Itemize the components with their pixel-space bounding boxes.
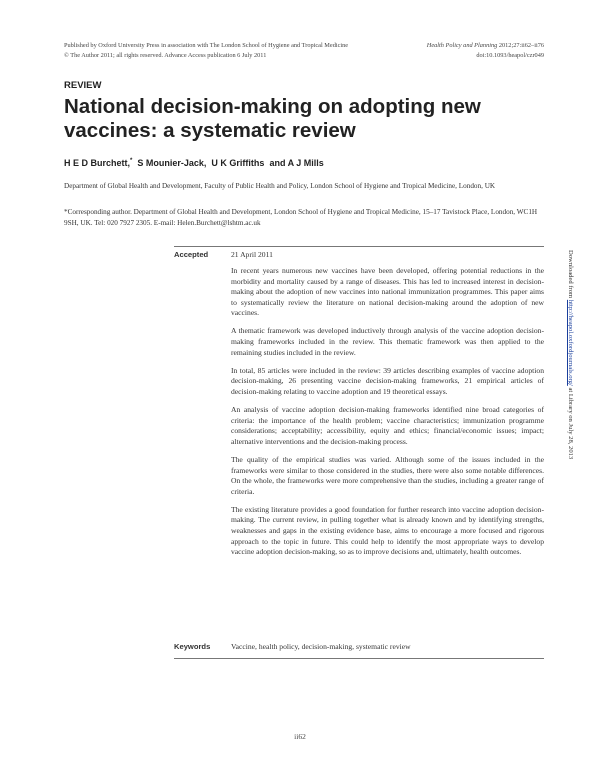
accepted-label: Accepted <box>174 250 209 259</box>
bottom-divider <box>174 658 544 659</box>
journal-name: Health Policy and Planning <box>426 42 498 49</box>
corresponding-author: *Corresponding author. Department of Global Health and Development, London School of Hygiene and Tropical Medicine, 15–17 Tavistock Place, London, WC1H 9SH, UK. Tel: 020 7927 2305. E-mail: Helen.Burchett@lshtm.ac.uk <box>64 208 538 227</box>
download-link[interactable]: http://heapol.oxfordjournals.org/ <box>567 299 574 386</box>
page-number: ii62 <box>294 732 306 741</box>
abstract-paragraph: In total, 85 articles were included in the review: 39 articles describing examples of vaccine adoption decision-making, 26 presenting vaccine decision-making frameworks, 21 empirical articles of decision-making relating to vaccine adoption and 19 theoretical essays. <box>231 365 544 396</box>
publication-info <box>64 41 424 61</box>
author-name: U K Griffiths <box>211 158 265 168</box>
abstract-paragraph: In recent years numerous new vaccines have been developed, offering potential reductions in the morbidity and mortality caused by a range of diseases. This has led to increased interest in decision-making about the adoption of new vaccines into national immunization programmes. This paper aims to systematically review the literature on national decision-making around the adoption of new vaccines. <box>231 266 544 318</box>
download-prefix: Downloaded from <box>567 250 574 299</box>
affiliation: Department of Global Health and Development, Faculty of Public Health and Policy, London School of Hygiene and Tropical Medicine, London, UK <box>64 182 496 190</box>
author-name: and A J Mills <box>269 158 324 168</box>
article-title: National decision-making on adopting new vaccines: a systematic review <box>64 95 481 142</box>
abstract-paragraph: An analysis of vaccine adoption decision-making frameworks identified nine broad categories of criteria: the importance of the health problem; vaccine characteristics; immunization programme considerations; acceptability; accessibility, equity and ethics; financial/economic issues; impact; alternative interventions and the decision-making process. <box>231 405 544 446</box>
publisher-line: Published by Oxford University Press in association with The London School of Hygiene and Tropical Medicine <box>64 42 349 49</box>
download-suffix: at Library on July 28, 2013 <box>567 387 574 460</box>
abstract-paragraph: The existing literature provides a good foundation for further research into vaccine adoption decision-making. The current review, in pulling together what is already known and by identifying strengths, weaknesses and gaps in the existing evidence base, aims to encourage a more focused and rigorous approach to the topic in future. This could help to identify the most appropriate ways to develop vaccine adoption decision-making, so as to improve decisions and, ultimately, health outcomes. <box>231 504 544 557</box>
author-name: H E D Burchett, <box>64 158 131 168</box>
download-watermark <box>565 250 575 530</box>
abstract <box>231 266 544 565</box>
corresponding-mark: * <box>130 158 133 164</box>
abstract-paragraph: The quality of the empirical studies was varied. Although some of the issues included in the frameworks were similar to those considered in the studies, there were also some notable differences. On the whole, the frameworks were more comprehensive than the studies, including a greater range of criteria. <box>231 454 544 496</box>
top-divider <box>174 246 544 247</box>
accepted-date: 21 April 2011 <box>231 250 273 259</box>
author-list <box>64 158 324 168</box>
keywords-text: Vaccine, health policy, decision-making, systematic review <box>231 642 411 651</box>
doi: doi:10.1093/heapol/czr049 <box>476 52 544 59</box>
journal-info <box>374 41 544 61</box>
keywords-label: Keywords <box>174 642 211 651</box>
author-name: S Mounier-Jack, <box>137 158 207 168</box>
section-label: REVIEW <box>64 80 102 91</box>
journal-citation: 2012;27:ii62–ii76 <box>498 42 544 49</box>
abstract-paragraph: A thematic framework was developed inductively through analysis of the vaccine adoption decision-making frameworks included in the review. This thematic framework was then applied to the remaining studies included in the review. <box>231 326 544 357</box>
copyright-line: © The Author 2011; all rights reserved. Advance Access publication 6 July 2011 <box>64 52 267 59</box>
